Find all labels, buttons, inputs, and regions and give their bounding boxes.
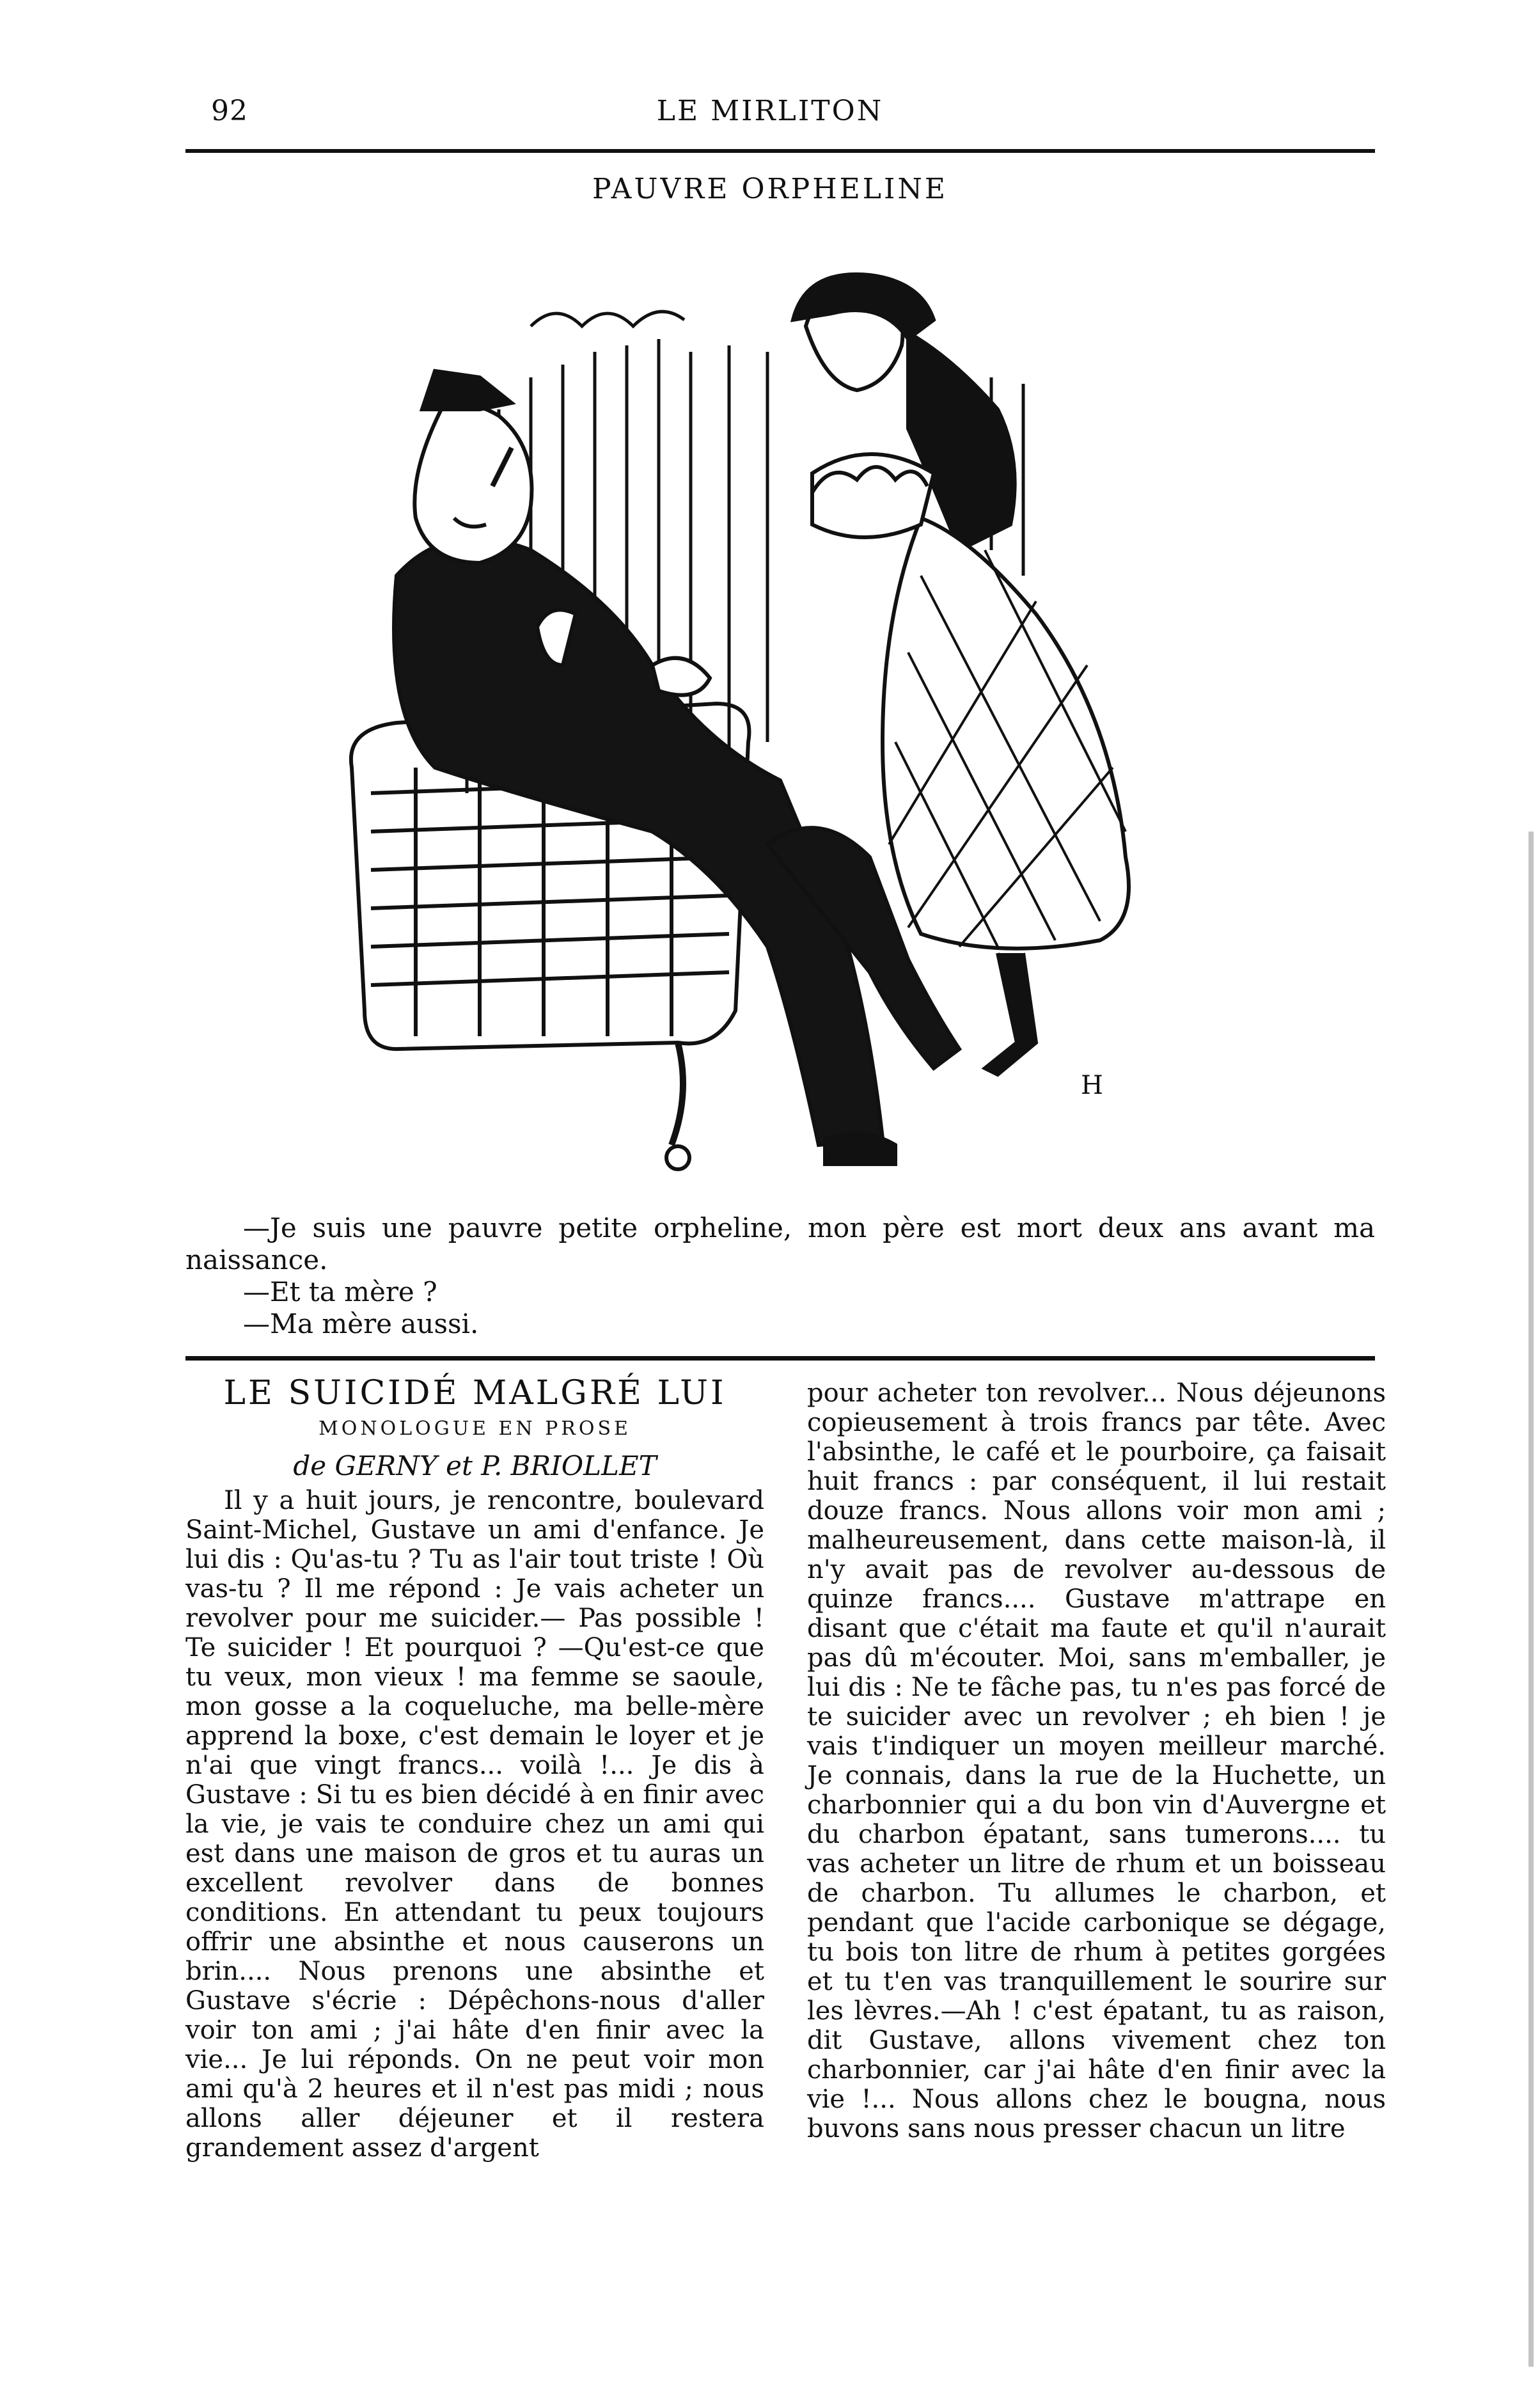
caption-line-3: —Ma mère aussi. xyxy=(243,1308,479,1339)
top-rule xyxy=(185,149,1375,153)
poem-title: PAUVRE ORPHELINE xyxy=(592,173,948,205)
caption-line-2: —Et ta mère ? xyxy=(243,1276,437,1307)
article-body-left: Il y a huit jours, je rencontre, boulevard Saint-Michel, Gustave un ami d'enfance. Je lui dis : Qu'as-tu ? Tu as l'air tout triste ! Où vas-tu ? Il me répond : Je vais acheter un revolver pour me suicider.— Pas possible ! Te suicider ! Et pourquoi ? —Qu'est-ce que tu veux, mon vieux ! ma femme se saoule, mon gosse a la coqueluche, ma belle-mère apprend la boxe, c'est demain le loyer et je n'ai que vingt francs... voilà !... Je dis à Gustave : Si tu es bien décidé à en finir avec la vie, je vais te conduire chez un ami qui est dans une maison de gros et tu auras un excellent revolver dans de bonnes conditions. En attendant tu peux toujours offrir une absinthe et nous causerons un brin.... Nous prenons une absinthe et Gustave s'écrie : Dépêchons-nous d'aller voir ton ami ; j'ai hâte d'en finir avec la vie... Je lui réponds. On ne peut voir mon ami qu'à 2 heures et il n'est pas midi ; nous allons aller déjeuner et il restera grandement assez d'argent xyxy=(185,1486,764,2163)
illustration-signature: H xyxy=(1081,1071,1103,1100)
article-byline: de GERNY et P. BRIOLLET xyxy=(293,1450,657,1481)
caption-line-1: —Je suis une pauvre petite orpheline, mon père est mort deux ans avant ma naissance. xyxy=(185,1212,1375,1275)
article-title: LE SUICIDÉ MALGRÉ LUI xyxy=(223,1374,727,1412)
page-number: 92 xyxy=(211,95,248,127)
running-head: LE MIRLITON xyxy=(656,95,884,127)
article-column-right xyxy=(807,1378,1386,2143)
illustration xyxy=(320,217,1209,1203)
scan-speck xyxy=(1528,832,1534,2367)
article-column-left xyxy=(185,1374,764,2163)
article-subtitle: MONOLOGUE EN PROSE xyxy=(318,1417,631,1440)
middle-rule xyxy=(185,1356,1375,1361)
article-body-right: pour acheter ton revolver... Nous déjeunons copieusement à trois francs par tête. Avec l'absinthe, le café et le pourboire, ça faisait huit francs : par conséquent, il lui restait douze francs. Nous allons voir mon ami ; malheureusement, dans cette maison-là, il n'y avait pas de revolver au-dessous de quinze francs.... Gustave m'attrape en disant que c'était ma faute et qu'il n'aurait pas dû m'écouter. Moi, sans m'emballer, je lui dis : Ne te fâche pas, tu n'es pas forcé de te suicider avec un revolver ; eh bien ! je vais t'indiquer un moyen meilleur marché. Je connais, dans la rue de la Huchette, un charbonnier qui a du bon vin d'Auvergne et du charbon épatant, sans tumerons.... tu vas acheter un litre de rhum et un boisseau de charbon. Tu allumes le charbon, et pendant que l'acide carbonique se dégage, tu bois ton litre de rhum à petites gorgées et tu t'en vas tranquillement le sourire sur les lèvres.—Ah ! c'est épatant, tu as raison, dit Gustave, allons vivement chez ton charbonnier, car j'ai hâte d'en finir avec la vie !... Nous allons chez le bougna, nous buvons sans nous presser chacun un litre xyxy=(807,1378,1386,2143)
caption xyxy=(185,1212,1375,1340)
